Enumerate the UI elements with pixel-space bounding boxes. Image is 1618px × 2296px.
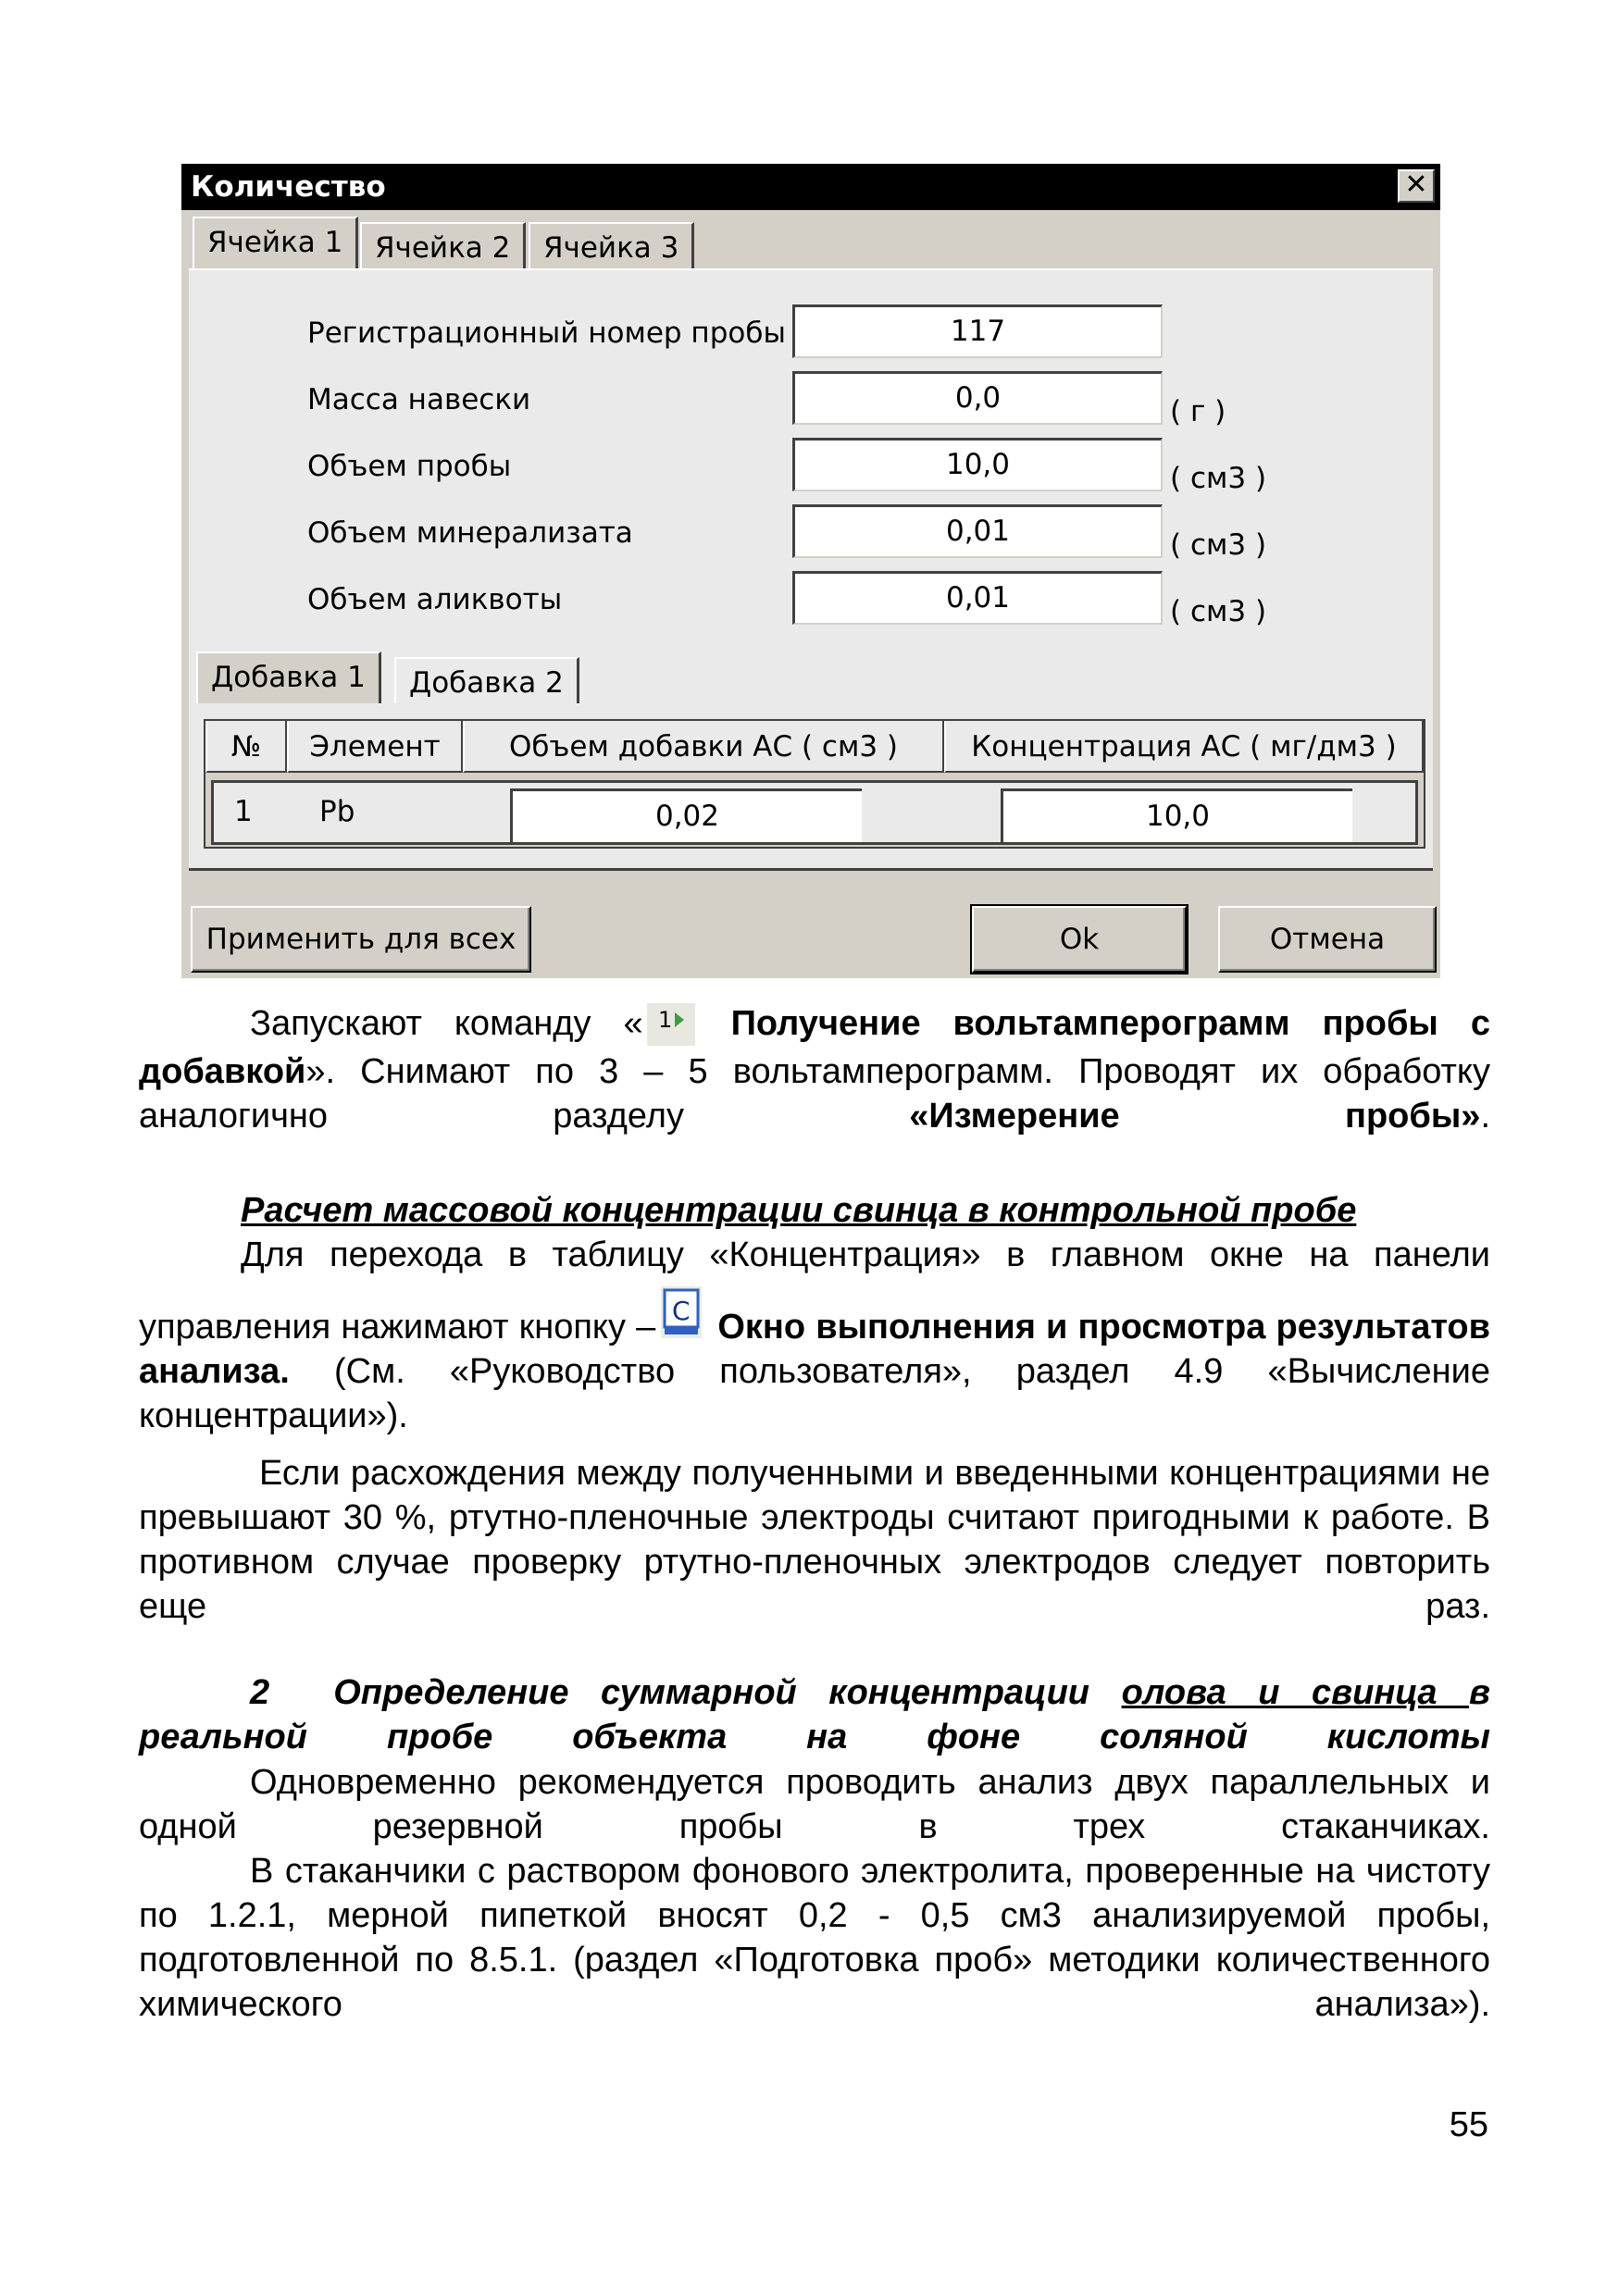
sample-mass-label: Масса навески: [307, 383, 531, 416]
registration-number-field[interactable]: 117: [792, 304, 1163, 358]
additive-volume-field[interactable]: 0,02: [510, 788, 862, 842]
paragraph-parallel-samples: Одновременно рекомендуется проводить анализ двух параллельных и одной резервной пробы в трех стаканчиках.: [139, 1763, 1490, 1846]
dialog-title-bar[interactable]: [181, 164, 1440, 210]
additive-table: [204, 719, 1425, 849]
paragraph-line-1: Для перехода в таблицу «Концентрация» в главном окне на панели: [241, 1235, 1490, 1274]
tab-cell-3[interactable]: Ячейка 3: [529, 222, 694, 268]
additive-voltammogram-icon: [643, 1001, 699, 1049]
quantity-dialog: [181, 164, 1440, 978]
tab-cell-1[interactable]: Ячейка 1: [193, 217, 358, 268]
sample-volume-field[interactable]: 10,0: [792, 438, 1163, 491]
additive-icon-digit: 1: [657, 1007, 672, 1033]
paragraph-run-command: Запускают команду « 1 Получение вольтамперограмм пробы с добавкой». Снимают по 3 – 5 вольтамперограмм. Проводят их обработку аналогично разделу «Измерение пробы».: [139, 1001, 1490, 1138]
heading-tin-lead: 2 Определение суммарной концентрации олова и свинца в реальной пробе объекта на фоне соляной кислоты: [139, 1673, 1490, 1756]
sample-mass-field[interactable]: 0,0: [792, 371, 1163, 425]
tab-additive-2[interactable]: Добавка 2: [394, 657, 579, 703]
sample-volume-label: Объем пробы: [307, 450, 512, 483]
paragraph-discrepancy: Если расхождения между полученными и введенными концентрациями не превышают 30 %, ртутно-пленочные электроды считают пригодными к работе. В противном случае проверку ртутно-пленочных электродов следует повторить еще раз.: [139, 1454, 1490, 1626]
mineralizate-volume-unit: ( см3 ): [1170, 528, 1267, 562]
column-header-concentration[interactable]: Концентрация АС ( мг/дм3 ): [944, 721, 1424, 773]
table-row: [211, 780, 1418, 845]
apply-all-button[interactable]: Применить для всех: [191, 906, 531, 973]
column-header-volume[interactable]: Объем добавки АС ( см3 ): [463, 721, 944, 773]
additive-concentration-field[interactable]: 10,0: [1001, 788, 1352, 842]
sample-mass-unit: ( г ): [1170, 395, 1226, 428]
registration-number-label: Регистрационный номер пробы: [307, 316, 786, 350]
paragraph-sample-prep: В стаканчики с раствором фонового электролита, проверенные на чистоту по 1.2.1, мерной пипеткой вносят 0,2 - 0,5 см3 анализируемой пробы, подготовленной по 8.5.1. (раздел «Подготовка проб» методики количественного химического анализа»).: [139, 1852, 1490, 2024]
mineralizate-volume-label: Объем минерализата: [307, 516, 633, 550]
paragraph-concentration-table: управления нажимают кнопку – C Окно выполнения и просмотра результатов анализа. (См. «Руководство пользователя», раздел 4.9 «Вычисление концентрации»).: [139, 1285, 1490, 1438]
column-header-number[interactable]: №: [205, 721, 287, 773]
results-window-icon[interactable]: [655, 1285, 707, 1344]
cancel-button[interactable]: Отмена: [1218, 906, 1437, 973]
aliquot-volume-field[interactable]: 0,01: [792, 571, 1163, 625]
tab-cell-2[interactable]: Ячейка 2: [360, 222, 526, 268]
aliquot-volume-unit: ( см3 ): [1170, 595, 1267, 628]
dialog-title: Количество: [191, 170, 386, 204]
tab-additive-1[interactable]: Добавка 1: [196, 652, 381, 703]
page-number: 55: [1449, 2105, 1488, 2144]
sample-volume-unit: ( см3 ): [1170, 462, 1267, 495]
row-element: Pb: [319, 795, 355, 828]
row-number: 1: [234, 795, 253, 828]
ok-button[interactable]: Ok: [972, 906, 1187, 973]
mineralizate-volume-field[interactable]: 0,01: [792, 504, 1163, 558]
aliquot-volume-label: Объем аликвоты: [307, 583, 563, 616]
close-icon[interactable]: ✕: [1398, 169, 1435, 203]
results-icon-letter: C: [672, 1296, 691, 1326]
column-header-element[interactable]: Элемент: [287, 721, 463, 773]
heading-lead-calculation: Расчет массовой концентрации свинца в контрольной пробе: [241, 1191, 1357, 1230]
